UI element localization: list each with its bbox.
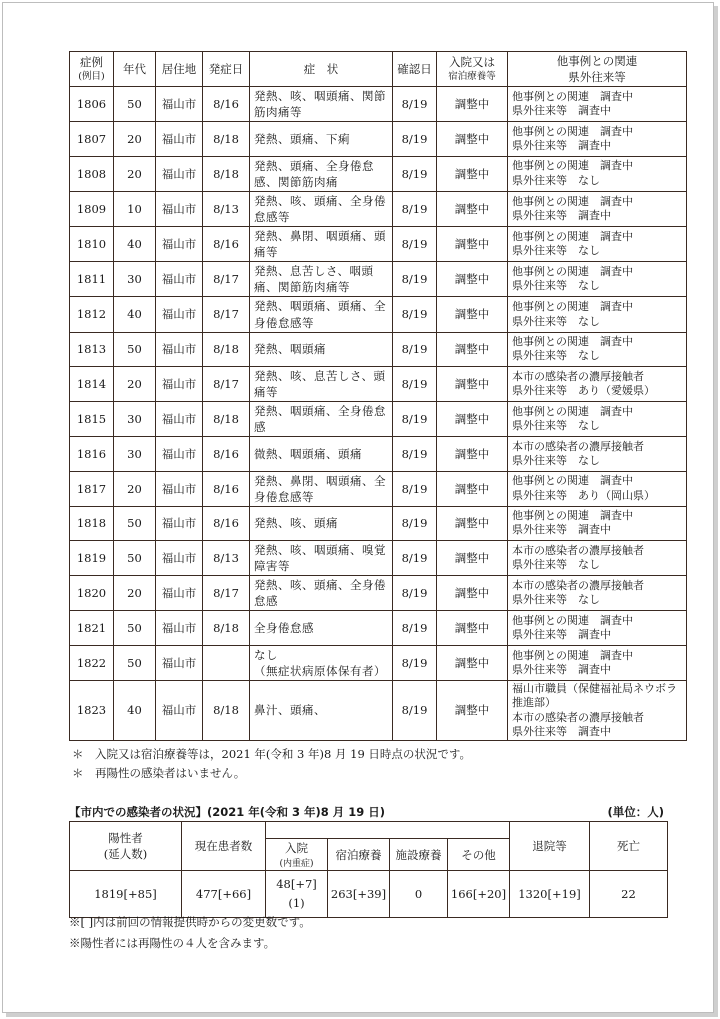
case-relation-line: 本市の感染者の濃厚接触者: [512, 369, 644, 383]
case-onset: 8/18: [203, 156, 250, 191]
case-residence: 福山市: [156, 366, 203, 401]
case-residence: 福山市: [156, 297, 203, 332]
case-onset: 8/16: [203, 87, 250, 122]
case-relation-line: 県外往来等 調査中: [512, 208, 611, 222]
case-residence: 福山市: [156, 402, 203, 437]
case-confirmed: 8/19: [393, 227, 437, 262]
case-id: 1818: [70, 506, 114, 540]
case-confirmed: 8/19: [393, 366, 437, 401]
header-age: 年代: [114, 52, 156, 87]
case-relation-line: 県外往来等 なし: [512, 314, 600, 328]
case-id: 1808: [70, 156, 114, 191]
case-id: 1821: [70, 611, 114, 645]
case-relation-line: 他事例との関連 調査中: [512, 124, 633, 138]
case-age: 50: [114, 87, 156, 122]
header-residence: 居住地: [156, 52, 203, 87]
case-relation-line: 他事例との関連 調査中: [512, 159, 633, 173]
case-row: [70, 680, 687, 740]
case-onset: 8/18: [203, 122, 250, 156]
case-relation: [508, 680, 687, 740]
case-relation-line: 本市の感染者の濃厚接触者: [512, 710, 644, 724]
case-status: 調整中: [437, 227, 508, 262]
case-status: 調整中: [437, 506, 508, 540]
case-residence: 福山市: [156, 191, 203, 226]
case-symptoms: なし （無症状病原体保有者）: [250, 645, 393, 680]
header-status: 入院又は 宿泊療養等: [437, 52, 508, 87]
summary-header-hospital: 入院 (内重症): [266, 839, 328, 871]
case-onset: 8/13: [203, 541, 250, 576]
case-residence: 福山市: [156, 541, 203, 576]
case-relation-line: 県外往来等 なし: [512, 558, 600, 572]
case-relation-line: 県外往来等 調査中: [512, 104, 611, 118]
case-symptoms: 発熱、鼻閉、咽頭痛、全身倦怠感等: [250, 471, 393, 506]
case-onset: 8/13: [203, 191, 250, 226]
case-relation: [508, 156, 687, 191]
case-status: 調整中: [437, 645, 508, 680]
case-id: 1814: [70, 366, 114, 401]
case-relation-line: 他事例との関連 調査中: [512, 229, 633, 243]
case-onset: 8/17: [203, 262, 250, 297]
case-row: [70, 262, 687, 297]
case-row: [70, 297, 687, 332]
case-relation-line: 県外往来等 あり（愛媛県）: [512, 384, 655, 397]
case-id: 1823: [70, 680, 114, 740]
case-relation-line: 県外往来等 なし: [512, 419, 600, 433]
case-confirmed: 8/19: [393, 680, 437, 740]
case-relation: [508, 87, 687, 122]
case-relation: [508, 366, 687, 401]
case-symptoms: 発熱、咳、咽頭痛、嗅覚障害等: [250, 541, 393, 576]
case-onset: 8/18: [203, 402, 250, 437]
case-confirmed: 8/19: [393, 122, 437, 156]
case-relation: [508, 437, 687, 471]
summary-header-hotel: 宿泊療養: [328, 839, 390, 871]
case-status: 調整中: [437, 471, 508, 506]
case-confirmed: 8/19: [393, 297, 437, 332]
note-item: ＊ 入院又は宿泊療養等は，2021 年(令和 3 年)8 月 19 日時点の状況です。: [72, 747, 472, 761]
case-row: [70, 541, 687, 576]
case-onset: 8/16: [203, 471, 250, 506]
notes: [72, 745, 471, 783]
case-symptoms: 発熱、咳、頭痛: [250, 506, 393, 540]
case-relation-line: 他事例との関連 調査中: [512, 613, 633, 627]
case-confirmed: 8/19: [393, 156, 437, 191]
case-confirmed: 8/19: [393, 576, 437, 611]
case-residence: 福山市: [156, 122, 203, 156]
case-relation-line: 県外往来等 なし: [512, 453, 600, 467]
case-row: [70, 611, 687, 645]
summary-header-facility: 施設療養: [390, 839, 448, 871]
case-symptoms: 発熱、咽頭痛: [250, 332, 393, 366]
case-onset: [203, 645, 250, 680]
case-relation: [508, 541, 687, 576]
case-row: [70, 191, 687, 226]
footnote-item: ※[ ]内は前回の情報提供時からの変更数です。: [69, 915, 311, 929]
case-age: 50: [114, 541, 156, 576]
case-confirmed: 8/19: [393, 191, 437, 226]
summary-header-current: 現在患者数: [182, 822, 266, 871]
case-age: 50: [114, 332, 156, 366]
case-status: 調整中: [437, 402, 508, 437]
case-onset: 8/17: [203, 366, 250, 401]
case-status: 調整中: [437, 611, 508, 645]
case-confirmed: 8/19: [393, 541, 437, 576]
case-relation: [508, 506, 687, 540]
case-symptoms: 発熱、咳、咽頭痛、関節筋肉痛等: [250, 87, 393, 122]
case-status: 調整中: [437, 87, 508, 122]
case-symptoms: 発熱、頭痛、全身倦怠感、関節筋肉痛: [250, 156, 393, 191]
summary-value-hospital: 48[+7] (1): [266, 871, 328, 918]
case-row: [70, 366, 687, 401]
case-row: [70, 576, 687, 611]
case-relation: [508, 645, 687, 680]
case-age: 30: [114, 402, 156, 437]
case-relation-line: 他事例との関連 調査中: [512, 265, 633, 279]
summary-unit: (単位：人): [607, 805, 664, 819]
case-age: 10: [114, 191, 156, 226]
case-row: [70, 87, 687, 122]
case-status: 調整中: [437, 297, 508, 332]
case-relation-line: 福山市職員（保健福祉局ネウボラ推進部）: [512, 681, 677, 710]
case-residence: 福山市: [156, 87, 203, 122]
case-id: 1820: [70, 576, 114, 611]
case-row: [70, 332, 687, 366]
summary-header-deaths: 死亡: [590, 822, 668, 871]
case-id: 1816: [70, 437, 114, 471]
case-residence: 福山市: [156, 680, 203, 740]
header-symptoms: 症 状: [250, 52, 393, 87]
case-onset: 8/17: [203, 297, 250, 332]
case-relation-line: 他事例との関連 調査中: [512, 194, 633, 208]
case-symptoms: 発熱、鼻閉、咽頭痛、頭痛等: [250, 227, 393, 262]
case-relation-line: 他事例との関連 調査中: [512, 648, 633, 662]
case-relation: [508, 297, 687, 332]
case-onset: 8/18: [203, 332, 250, 366]
case-row: [70, 645, 687, 680]
case-row: [70, 402, 687, 437]
case-relation-line: 他事例との関連 調査中: [512, 334, 633, 348]
case-status: 調整中: [437, 680, 508, 740]
case-relation-line: 県外往来等 あり（岡山県）: [512, 488, 655, 502]
case-symptoms: 微熱、咽頭痛、頭痛: [250, 437, 393, 471]
case-symptoms: 発熱、咳、頭痛、全身倦怠感等: [250, 191, 393, 226]
cases-table: [69, 51, 687, 741]
header-relation: 他事例との関連 県外往来等: [508, 52, 687, 87]
case-age: 20: [114, 122, 156, 156]
note-item: ＊ 再陽性の感染者はいません。: [72, 766, 246, 780]
case-relation: [508, 402, 687, 437]
case-symptoms: 鼻汁、頭痛、: [250, 680, 393, 740]
case-row: [70, 156, 687, 191]
case-symptoms: 発熱、頭痛、下痢: [250, 122, 393, 156]
case-onset: 8/17: [203, 576, 250, 611]
case-symptoms: 発熱、咽頭痛、全身倦怠感: [250, 402, 393, 437]
case-residence: 福山市: [156, 471, 203, 506]
case-relation-line: 県外往来等 なし: [512, 349, 600, 363]
summary-header-discharged: 退院等: [510, 822, 590, 871]
case-relation-line: 他事例との関連 調査中: [512, 474, 633, 488]
summary-header-other: その他: [448, 839, 510, 871]
case-age: 20: [114, 576, 156, 611]
case-row: [70, 122, 687, 156]
case-residence: 福山市: [156, 576, 203, 611]
case-relation: [508, 576, 687, 611]
case-status: 調整中: [437, 366, 508, 401]
case-symptoms: 発熱、咽頭痛、頭痛、全身倦怠感等: [250, 297, 393, 332]
case-symptoms: 発熱、息苦しさ、咽頭痛、関節筋肉痛等: [250, 262, 393, 297]
case-age: 50: [114, 611, 156, 645]
case-symptoms: 全身倦怠感: [250, 611, 393, 645]
summary-value-hotel: 263[+39]: [328, 871, 390, 918]
case-relation: [508, 262, 687, 297]
case-relation-line: 県外往来等 調査中: [512, 139, 611, 153]
case-relation-line: 県外往来等 調査中: [512, 523, 611, 537]
case-relation-line: 県外往来等 調査中: [512, 662, 611, 676]
case-relation-line: 県外往来等 なし: [512, 173, 600, 187]
case-confirmed: 8/19: [393, 87, 437, 122]
case-id: 1811: [70, 262, 114, 297]
case-relation-line: 本市の感染者の濃厚接触者: [512, 439, 644, 453]
case-age: 20: [114, 156, 156, 191]
case-id: 1815: [70, 402, 114, 437]
case-relation-line: 県外往来等 調査中: [512, 724, 611, 738]
case-residence: 福山市: [156, 332, 203, 366]
case-age: 20: [114, 471, 156, 506]
case-age: 30: [114, 262, 156, 297]
case-relation-line: 県外往来等 なし: [512, 279, 600, 293]
case-relation: [508, 471, 687, 506]
case-relation: [508, 611, 687, 645]
case-relation: [508, 122, 687, 156]
header-confirmed: 確認日: [393, 52, 437, 87]
case-confirmed: 8/19: [393, 506, 437, 540]
case-confirmed: 8/19: [393, 471, 437, 506]
case-status: 調整中: [437, 262, 508, 297]
case-residence: 福山市: [156, 611, 203, 645]
case-age: 20: [114, 366, 156, 401]
case-relation-line: 他事例との関連 調査中: [512, 300, 633, 314]
case-status: 調整中: [437, 122, 508, 156]
case-status: 調整中: [437, 332, 508, 366]
case-status: 調整中: [437, 156, 508, 191]
case-confirmed: 8/19: [393, 611, 437, 645]
case-confirmed: 8/19: [393, 262, 437, 297]
summary-title: [69, 804, 686, 820]
summary-heading: 【市内での感染者の状況】(2021 年(令和 3 年)8 月 19 日): [69, 805, 386, 819]
case-residence: 福山市: [156, 437, 203, 471]
case-confirmed: 8/19: [393, 437, 437, 471]
case-onset: 8/16: [203, 437, 250, 471]
case-residence: 福山市: [156, 156, 203, 191]
case-row: [70, 227, 687, 262]
summary-value-discharged: 1320[+19]: [510, 871, 590, 918]
cases-body: [70, 87, 687, 741]
case-residence: 福山市: [156, 506, 203, 540]
case-residence: 福山市: [156, 262, 203, 297]
case-residence: 福山市: [156, 645, 203, 680]
case-confirmed: 8/19: [393, 402, 437, 437]
case-relation-line: 本市の感染者の濃厚接触者: [512, 579, 644, 593]
case-id: 1812: [70, 297, 114, 332]
case-relation-line: 他事例との関連 調査中: [512, 89, 633, 103]
summary-value-current: 477[+66]: [182, 871, 266, 918]
summary-value-deaths: 22: [590, 871, 668, 918]
case-id: 1809: [70, 191, 114, 226]
case-relation: [508, 191, 687, 226]
case-status: 調整中: [437, 191, 508, 226]
case-confirmed: 8/19: [393, 645, 437, 680]
case-age: 30: [114, 437, 156, 471]
footnote-item: ※陽性者には再陽性の４人を含みます。: [69, 936, 276, 950]
case-relation-line: 本市の感染者の濃厚接触者: [512, 543, 644, 557]
case-relation-line: 県外往来等 なし: [512, 593, 600, 607]
case-status: 調整中: [437, 541, 508, 576]
case-relation-line: 他事例との関連 調査中: [512, 509, 633, 523]
case-relation-line: 県外往来等 なし: [512, 244, 600, 258]
case-symptoms: 発熱、咳、息苦しさ、頭痛等: [250, 366, 393, 401]
case-id: 1810: [70, 227, 114, 262]
summary-value-other: 166[+20]: [448, 871, 510, 918]
case-age: 40: [114, 227, 156, 262]
case-id: 1822: [70, 645, 114, 680]
footnotes: [69, 912, 311, 954]
header-id: 症例 (例目): [70, 52, 114, 87]
case-confirmed: 8/19: [393, 332, 437, 366]
case-age: 40: [114, 680, 156, 740]
case-id: 1807: [70, 122, 114, 156]
case-onset: 8/18: [203, 680, 250, 740]
cases-header-row: [70, 52, 687, 87]
case-id: 1819: [70, 541, 114, 576]
case-id: 1817: [70, 471, 114, 506]
case-relation-line: 県外往来等 調査中: [512, 628, 611, 642]
case-residence: 福山市: [156, 227, 203, 262]
case-id: 1806: [70, 87, 114, 122]
summary-value-positive: 1819[+85]: [70, 871, 182, 918]
case-relation: [508, 227, 687, 262]
case-row: [70, 471, 687, 506]
header-onset: 発症日: [203, 52, 250, 87]
case-onset: 8/16: [203, 506, 250, 540]
case-age: 50: [114, 645, 156, 680]
summary-value-facility: 0: [390, 871, 448, 918]
case-onset: 8/18: [203, 611, 250, 645]
case-age: 50: [114, 506, 156, 540]
case-onset: 8/16: [203, 227, 250, 262]
case-relation-line: 他事例との関連 調査中: [512, 404, 633, 418]
case-id: 1813: [70, 332, 114, 366]
case-age: 40: [114, 297, 156, 332]
case-symptoms: 発熱、咳、頭痛、全身倦怠感: [250, 576, 393, 611]
case-relation: [508, 332, 687, 366]
summary-header-positive: 陽性者 (延人数): [70, 822, 182, 871]
case-row: [70, 437, 687, 471]
summary-table: [69, 821, 668, 918]
case-row: [70, 506, 687, 540]
case-status: 調整中: [437, 576, 508, 611]
case-status: 調整中: [437, 437, 508, 471]
